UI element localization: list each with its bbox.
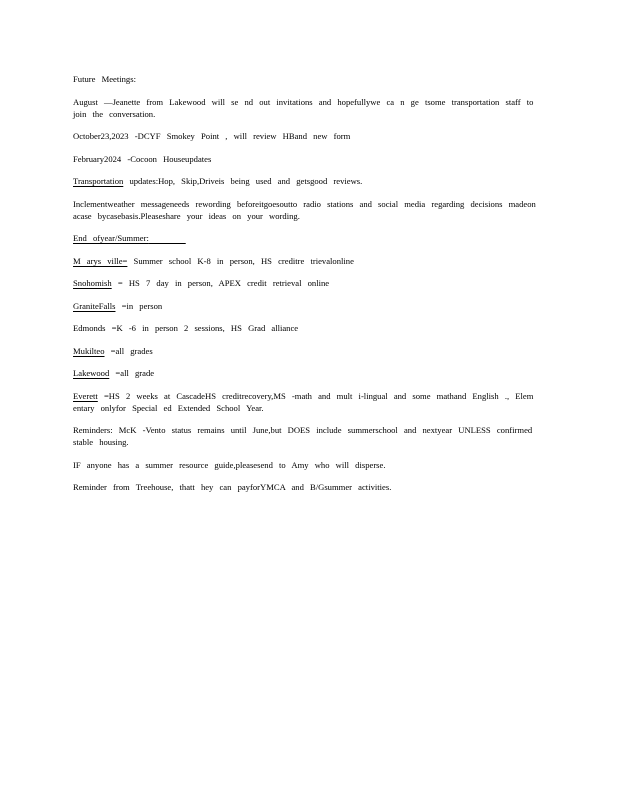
inclement-weather-note [73, 198, 543, 222]
august-meeting-note [73, 96, 543, 120]
document-body [73, 73, 543, 504]
transportation-note [73, 175, 543, 187]
paragraph-text: = HS 7 day in person, APEX credit retrieval online [111, 278, 330, 288]
lakewood-note [73, 367, 543, 379]
paragraph-text: Reminder from Treehouse, thatt hey can payforYMCA and B/Gsummer activities. [73, 482, 392, 492]
snohomish-note [73, 277, 543, 289]
transportation-label: Transportation [73, 176, 124, 186]
everett-label: Everett [73, 390, 98, 401]
paragraph-text: Edmonds =K -6 in person 2 sessions, HS Grad alliance [73, 323, 299, 333]
treehouse-reminder-note [73, 481, 543, 493]
snohomish-label: Snohomish [73, 278, 112, 288]
marysville-note [73, 255, 543, 267]
paragraph-text: updates:Hop, Skip,Driveis being used and getsgood reviews. [123, 176, 363, 186]
end-of-year-label: End ofyear/Summer: [73, 233, 149, 243]
paragraph-text: August —Jeanette from Lakewood will se nd out invitations and hopefullywe ca n ge tsome transportation staff to join the conversation. [73, 96, 534, 119]
paragraph-text: October23,2023 -DCYF Smokey Point , will review HBand new form [73, 131, 351, 141]
marysville-label: M arys ville= [73, 255, 128, 266]
mukilteo-label: Mukilteo [73, 345, 105, 356]
paragraph-text: Inclementweather messageneeds rewording beforeitgoesoutto radio stations and social media regarding decisions madeon acase bycasebasis.Pleaseshare your ideas on your wording. [73, 198, 536, 221]
heading-underline-tail [149, 233, 186, 243]
everett-note [73, 390, 543, 414]
granite-falls-label: GraniteFalls [73, 300, 116, 311]
reminders-note [73, 424, 543, 448]
granite-falls-note [73, 300, 543, 312]
october-meeting-note [73, 130, 543, 142]
edmonds-note [73, 322, 543, 334]
paragraph-text: =all grades [104, 345, 153, 356]
paragraph-text: =HS 2 weeks at CascadeHS creditrecovery,MS -math and mult i-lingual and some mathand English ., Elem entary onlyfor Special ed Extended School Year. [73, 390, 534, 413]
paragraph-text: Reminders: McK -Vento status remains until June,but DOES include summerschool and nextyear UNLESS confirmed stable housing. [73, 425, 533, 447]
mukilteo-note [73, 345, 543, 357]
paragraph-text: Future Meetings: [73, 74, 136, 84]
paragraph-text: Summer school K-8 in person, HS creditre trievalonline [127, 255, 354, 266]
paragraph-text: =in person [115, 300, 163, 311]
end-of-year-heading [73, 232, 543, 244]
paragraph-text: =all grade [109, 368, 155, 378]
future-meetings-heading [73, 73, 543, 85]
february-meeting-note [73, 153, 543, 165]
lakewood-label: Lakewood [73, 368, 110, 378]
paragraph-text: IF anyone has a summer resource guide,pleasesend to Amy who will disperse. [73, 459, 386, 470]
paragraph-text: February2024 -Cocoon Houseupdates [73, 153, 212, 164]
summer-resource-note [73, 459, 543, 471]
